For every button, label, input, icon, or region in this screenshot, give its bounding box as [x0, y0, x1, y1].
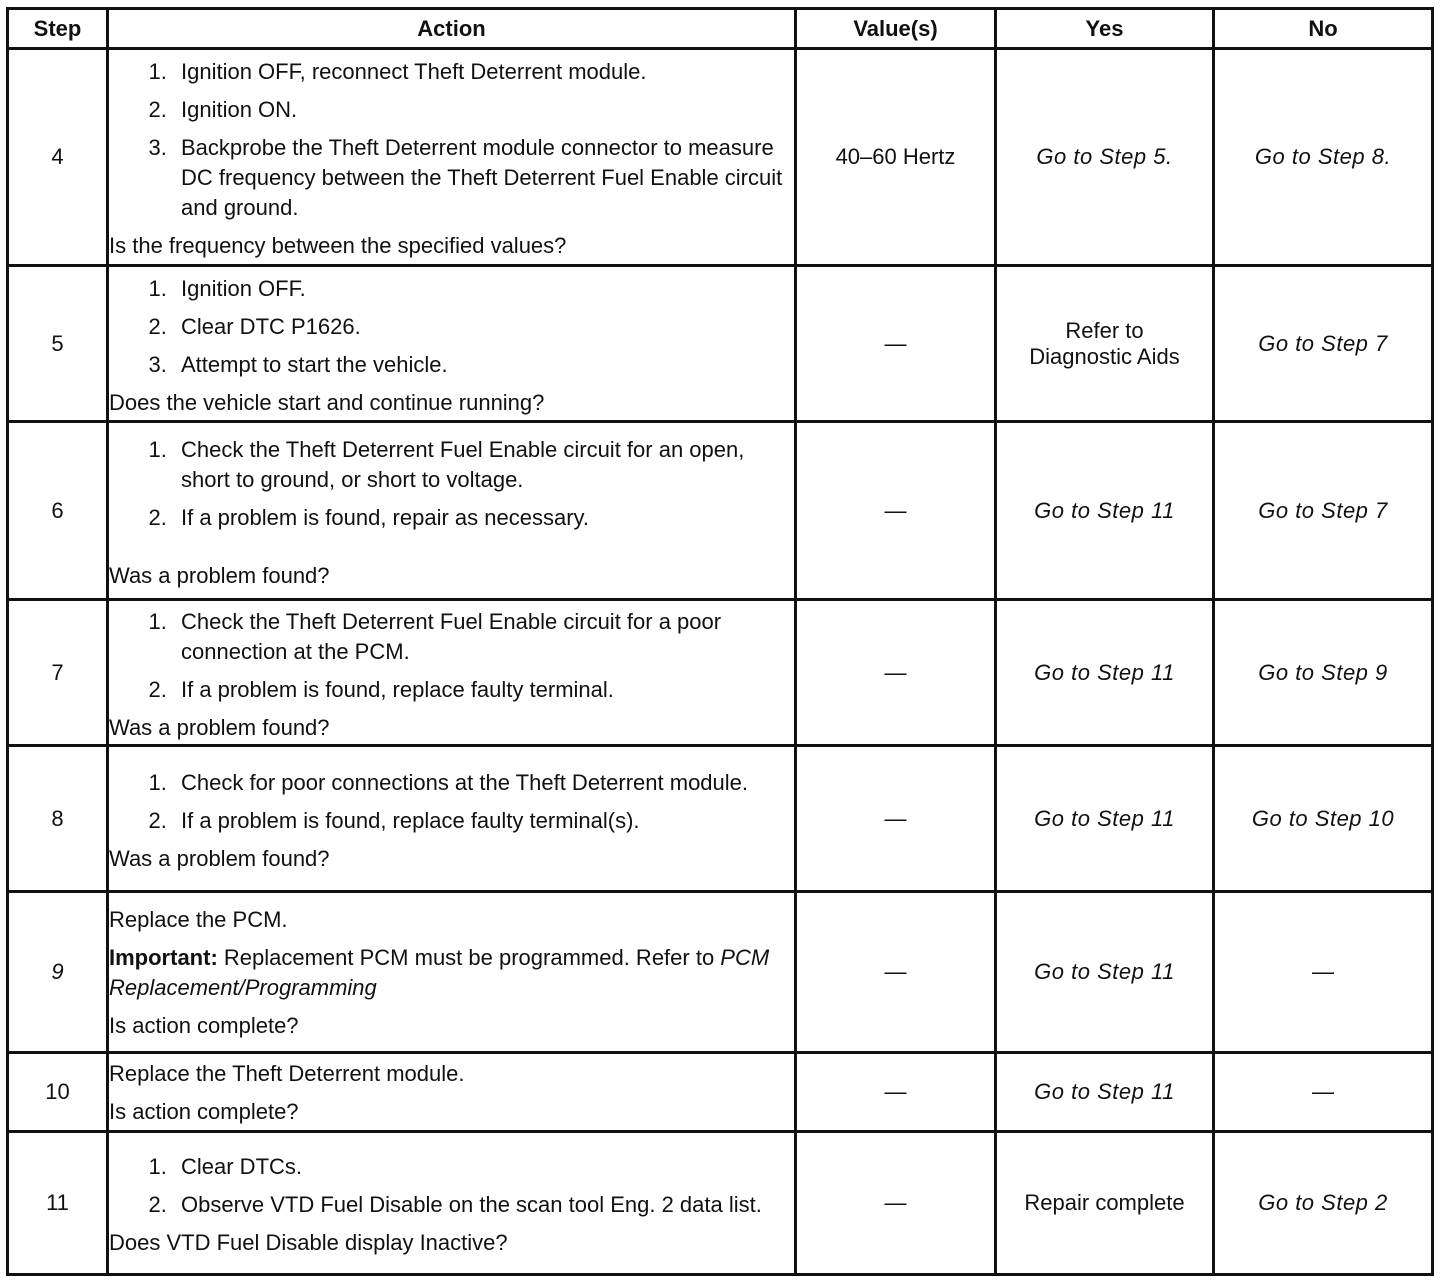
table-row: [8, 1053, 1433, 1132]
action-step: 2. Ignition ON.: [173, 95, 794, 125]
action-cell: [108, 1132, 796, 1275]
value-cell: [796, 1053, 996, 1132]
table-row: [8, 266, 1433, 422]
action-step: 2. Observe VTD Fuel Disable on the scan tool Eng. 2 data list.: [173, 1190, 794, 1220]
yes-cell: Go to Step 11: [996, 600, 1214, 746]
action-cell: [108, 600, 796, 746]
action-cell: [108, 1053, 796, 1132]
action-step: 3. Attempt to start the vehicle.: [173, 350, 794, 380]
value-dash: —: [884, 330, 907, 356]
no-cell: —: [1214, 1053, 1433, 1132]
no-cell: —: [1214, 892, 1433, 1053]
action-step: 2. Clear DTC P1626.: [173, 312, 794, 342]
action-step: 2. If a problem is found, repair as necessary.: [173, 503, 794, 533]
table-row: [8, 1132, 1433, 1275]
action-text: Replace the Theft Deterrent module.: [109, 1061, 465, 1086]
value-dash: —: [884, 1079, 907, 1104]
value-cell: [796, 422, 996, 600]
important-label: Important:: [109, 945, 218, 970]
yes-line: Diagnostic Aids: [1029, 343, 1180, 369]
header-action: Action: [108, 9, 796, 49]
diagnostic-table: [6, 7, 1434, 1276]
no-cell: Go to Step 2: [1214, 1132, 1433, 1275]
value-cell: [796, 746, 996, 892]
header-yes: Yes: [996, 9, 1214, 49]
yes-line: Refer to: [1065, 317, 1144, 343]
no-cell: Go to Step 8.: [1214, 49, 1433, 266]
header-no: No: [1214, 9, 1433, 49]
value-dash: —: [884, 959, 907, 984]
value-cell: [796, 49, 996, 266]
action-question: Was a problem found?: [109, 714, 330, 740]
no-cell: Go to Step 9: [1214, 600, 1433, 746]
step-number: 4: [8, 49, 108, 266]
value-dash: —: [884, 805, 907, 831]
no-cell: Go to Step 10: [1214, 746, 1433, 892]
action-steps: [109, 435, 794, 533]
action-step: 2. If a problem is found, replace faulty terminal.: [173, 675, 794, 705]
action-cell: [108, 266, 796, 422]
value-dash: —: [884, 497, 907, 523]
no-cell: Go to Step 7: [1214, 422, 1433, 600]
reference-link: PCM Replacement/Programming: [109, 945, 770, 1000]
value-cell: [796, 266, 996, 422]
action-question: Is action complete?: [109, 1013, 299, 1038]
action-step: 1. Ignition OFF, reconnect Theft Deterrent module.: [173, 57, 794, 87]
action-steps: [109, 57, 794, 223]
action-steps: [109, 607, 794, 705]
important-note: [109, 943, 794, 1003]
action-question: Does the vehicle start and continue running?: [109, 389, 545, 415]
action-step: 3. Backprobe the Theft Deterrent module connector to measure DC frequency between the Theft Deterrent Fuel Enable circuit and ground.: [173, 133, 794, 223]
action-step: 1. Check the Theft Deterrent Fuel Enable circuit for a poor connection at the PCM.: [173, 607, 794, 667]
yes-cell: Go to Step 11: [996, 1053, 1214, 1132]
action-step: 1. Check for poor connections at the Theft Deterrent module.: [173, 768, 794, 798]
table-row: [8, 600, 1433, 746]
yes-cell: [996, 266, 1214, 422]
table-row: [8, 49, 1433, 266]
no-cell: Go to Step 7: [1214, 266, 1433, 422]
table-row: [8, 892, 1433, 1053]
yes-cell: Go to Step 11: [996, 892, 1214, 1053]
action-step: 1. Ignition OFF.: [173, 274, 794, 304]
action-step: 1. Check the Theft Deterrent Fuel Enable circuit for an open, short to ground, or short to voltage.: [173, 435, 794, 495]
header-step: Step: [8, 9, 108, 49]
value-dash: —: [884, 1190, 907, 1215]
header-row: [8, 9, 1433, 49]
action-question: Was a problem found?: [109, 845, 330, 871]
step-number: 11: [8, 1132, 108, 1275]
value-cell: [796, 600, 996, 746]
action-cell: [108, 49, 796, 266]
step-number: 8: [8, 746, 108, 892]
action-steps: [109, 274, 794, 380]
step-number: 7: [8, 600, 108, 746]
value-text: 40–60 Hertz: [835, 144, 956, 169]
step-number: 10: [8, 1053, 108, 1132]
important-text: Replacement PCM must be programmed. Refer to: [217, 945, 721, 970]
action-cell: [108, 422, 796, 600]
yes-cell: Go to Step 11: [996, 746, 1214, 892]
yes-cell: Repair complete: [996, 1132, 1214, 1275]
action-text: Replace the PCM.: [109, 907, 288, 932]
action-question: Is the frequency between the specified values?: [109, 233, 567, 258]
action-step: 1. Clear DTCs.: [173, 1152, 794, 1182]
action-step: 2. If a problem is found, replace faulty terminal(s).: [173, 806, 794, 836]
value-cell: [796, 1132, 996, 1275]
step-number: 9: [8, 892, 108, 1053]
action-steps: [109, 1152, 794, 1220]
table-row: [8, 746, 1433, 892]
action-cell: [108, 892, 796, 1053]
yes-cell: Go to Step 11: [996, 422, 1214, 600]
action-question: Was a problem found?: [109, 562, 330, 588]
header-values: Value(s): [796, 9, 996, 49]
action-steps: [109, 768, 794, 836]
value-dash: —: [884, 659, 907, 685]
action-question: Does VTD Fuel Disable display Inactive?: [109, 1230, 508, 1255]
action-question: Is action complete?: [109, 1099, 299, 1124]
step-number: 6: [8, 422, 108, 600]
table-row: [8, 422, 1433, 600]
action-cell: [108, 746, 796, 892]
value-cell: [796, 892, 996, 1053]
step-number: 5: [8, 266, 108, 422]
yes-cell: Go to Step 5.: [996, 49, 1214, 266]
